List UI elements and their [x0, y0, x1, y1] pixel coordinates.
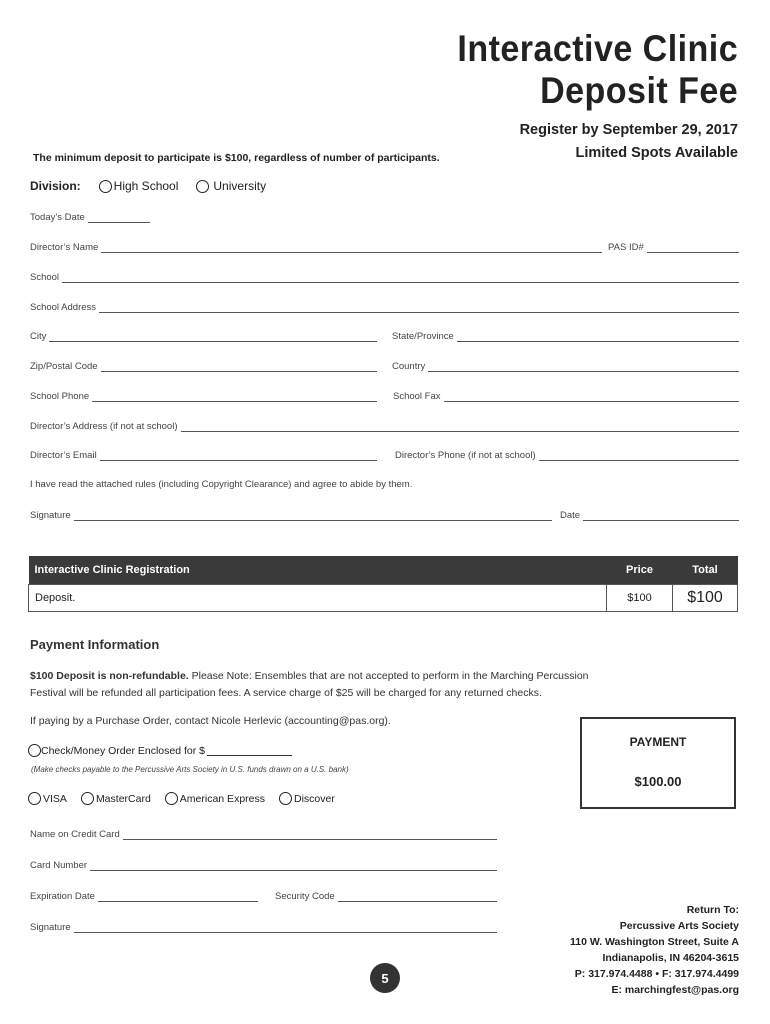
directors-name-field[interactable]: Director’s Name — [30, 239, 602, 253]
return-address — [570, 902, 739, 998]
security-code-input[interactable] — [338, 891, 497, 902]
name-on-card-field[interactable]: Name on Credit Card — [30, 826, 497, 840]
agree-statement: I have read the attached rules (including Copyright Clearance) and agree to abide by them. — [30, 479, 413, 490]
country-field[interactable]: Country — [392, 358, 739, 372]
nonrefundable-rest: Please Note: Ensembles that are not accepted to perform in the Marching Percussion Festival will be refunded all participation fees. A service charge of $25 will be charged for any returned checks. — [30, 670, 589, 699]
todays-date-input[interactable] — [88, 212, 150, 223]
nonrefundable-bold: $100 Deposit is non-refundable. — [30, 670, 189, 682]
card-option-discover[interactable]: Discover — [279, 792, 335, 805]
radio-icon[interactable] — [28, 792, 41, 805]
min-deposit-note: The minimum deposit to participate is $100, regardless of number of participants. — [33, 152, 440, 164]
school-fax-input[interactable] — [444, 391, 739, 402]
date-input[interactable] — [583, 510, 739, 521]
table-row — [29, 585, 738, 612]
directors-address-field[interactable]: Director’s Address (if not at school) — [30, 418, 739, 432]
return-phone-fax: P: 317.974.4488 • F: 317.974.4499 — [574, 968, 739, 980]
card-option-american-express[interactable]: American Express — [165, 792, 265, 805]
limited-spots: Limited Spots Available — [575, 145, 738, 161]
column-header-price: Price — [607, 556, 673, 585]
division-label: Division: — [30, 179, 81, 193]
page-number-badge: 5 — [370, 963, 400, 993]
directors-address-input[interactable] — [181, 421, 740, 432]
card-option-visa[interactable]: VISA — [28, 792, 67, 805]
school-address-input[interactable] — [99, 302, 739, 313]
signature-field[interactable]: Signature — [30, 507, 552, 521]
card-option-mastercard[interactable]: MasterCard — [81, 792, 151, 805]
school-address-field[interactable]: School Address — [30, 299, 739, 313]
school-fax-field[interactable]: School Fax — [393, 388, 739, 402]
card-number-field[interactable]: Card Number — [30, 857, 497, 871]
pas-id-input[interactable] — [647, 242, 739, 253]
return-email: E: marchingfest@pas.org — [611, 984, 739, 996]
card-options — [28, 792, 349, 805]
pas-id-field[interactable]: PAS ID# — [608, 239, 739, 253]
row-item: Deposit. — [29, 585, 607, 612]
directors-email-input[interactable] — [100, 450, 377, 461]
title-line-2: Deposit Fee — [539, 70, 738, 111]
return-label: Return To: — [686, 904, 739, 916]
purchase-order-note: If paying by a Purchase Order, contact Nicole Herlevic (accounting@pas.org). — [30, 715, 391, 727]
check-note: (Make checks payable to the Percussive Arts Society in U.S. funds drawn on a U.S. bank) — [31, 765, 349, 774]
title-line-1: Interactive Clinic — [457, 28, 738, 69]
directors-name-input[interactable] — [101, 242, 602, 253]
directors-phone-input[interactable] — [539, 450, 739, 461]
date-field[interactable]: Date — [560, 507, 739, 521]
card-number-input[interactable] — [90, 860, 497, 871]
security-code-field[interactable]: Security Code — [275, 888, 497, 902]
school-field[interactable]: School — [30, 269, 739, 283]
zip-input[interactable] — [101, 361, 377, 372]
division-option-high-school[interactable]: High School — [99, 179, 179, 193]
registration-table — [28, 556, 738, 612]
radio-icon[interactable] — [196, 180, 209, 193]
payment-box-heading: PAYMENT — [629, 735, 687, 749]
payment-box — [580, 717, 736, 809]
payment-box-amount: $100.00 — [634, 774, 682, 789]
return-city: Indianapolis, IN 46204-3615 — [602, 952, 739, 964]
payment-heading: Payment Information — [30, 637, 160, 652]
card-signature-field[interactable]: Signature — [30, 919, 497, 933]
check-option[interactable] — [28, 744, 292, 757]
row-total: $100 — [673, 585, 738, 612]
city-input[interactable] — [49, 331, 377, 342]
table-header-row — [29, 556, 738, 585]
city-field[interactable]: City — [30, 328, 377, 342]
directors-email-field[interactable]: Director’s Email — [30, 447, 377, 461]
division-row — [30, 179, 284, 193]
radio-icon[interactable] — [279, 792, 292, 805]
state-province-field[interactable]: State/Province — [392, 328, 739, 342]
name-on-card-input[interactable] — [123, 829, 497, 840]
division-option-university[interactable]: University — [196, 179, 266, 193]
radio-icon[interactable] — [81, 792, 94, 805]
column-header-item: Interactive Clinic Registration — [29, 556, 607, 585]
todays-date-field[interactable]: Today’s Date — [30, 209, 150, 223]
expiration-date-input[interactable] — [98, 891, 258, 902]
card-signature-input[interactable] — [74, 922, 497, 933]
country-input[interactable] — [428, 361, 739, 372]
school-input[interactable] — [62, 272, 739, 283]
state-province-input[interactable] — [457, 331, 739, 342]
radio-icon[interactable] — [28, 744, 41, 757]
school-phone-input[interactable] — [92, 391, 377, 402]
directors-phone-field[interactable]: Director’s Phone (if not at school) — [395, 447, 739, 461]
register-by: Register by September 29, 2017 — [519, 122, 738, 138]
check-label: Check/Money Order Enclosed for $ — [41, 744, 205, 757]
radio-icon[interactable] — [99, 180, 112, 193]
payment-note — [30, 668, 590, 702]
zip-field[interactable]: Zip/Postal Code — [30, 358, 377, 372]
page-title — [457, 28, 738, 112]
return-org: Percussive Arts Society — [619, 920, 739, 932]
check-amount-input[interactable] — [207, 745, 292, 756]
signature-input[interactable] — [74, 510, 552, 521]
radio-icon[interactable] — [165, 792, 178, 805]
school-phone-field[interactable]: School Phone — [30, 388, 377, 402]
return-street: 110 W. Washington Street, Suite A — [570, 936, 739, 948]
column-header-total: Total — [673, 556, 738, 585]
expiration-date-field[interactable]: Expiration Date — [30, 888, 258, 902]
row-price: $100 — [607, 585, 673, 612]
